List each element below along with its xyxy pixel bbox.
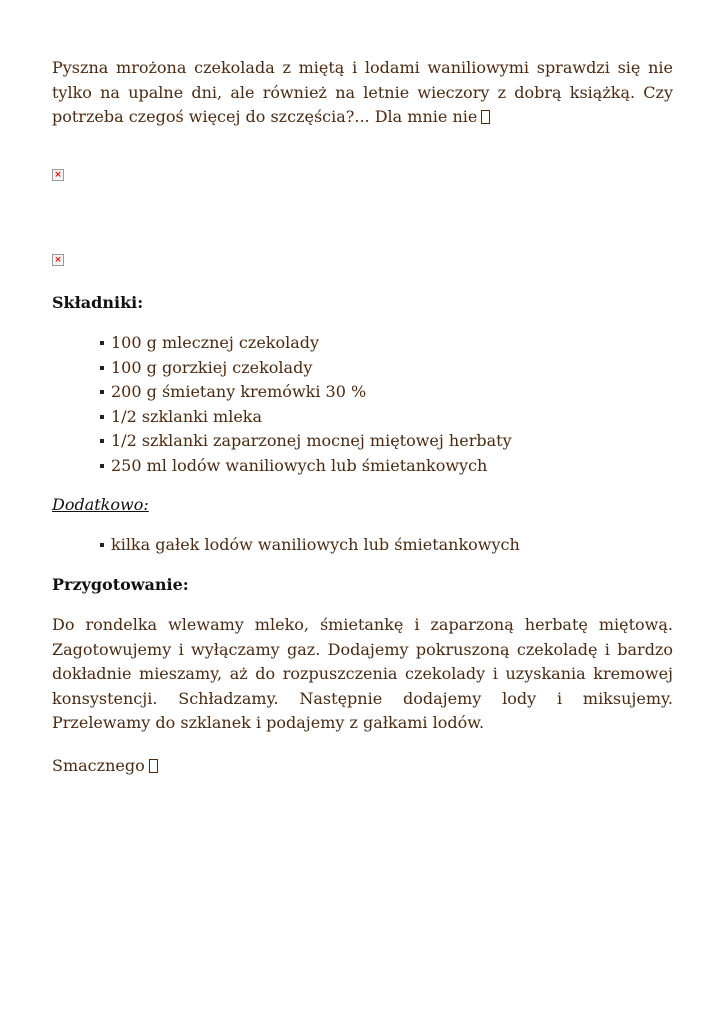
bullet-icon [100, 415, 104, 419]
bullet-icon [100, 543, 104, 547]
list-item-text: 1/2 szklanki zaparzonej mocnej miętowej herbaty [111, 431, 512, 451]
list-item [99, 380, 512, 405]
bullet-icon [100, 390, 104, 394]
extras-heading: Dodatkowo: [52, 495, 149, 514]
bullet-icon [100, 341, 104, 345]
broken-image-icon[interactable]: × [52, 254, 64, 266]
list-item [99, 356, 512, 381]
list-item-text: kilka gałek lodów waniliowych lub śmietankowych [111, 535, 520, 554]
bullet-icon [100, 464, 104, 468]
list-item-text: 100 g mlecznej czekolady [111, 333, 320, 352]
missing-emoji-icon [149, 759, 158, 773]
bullet-icon [100, 439, 104, 443]
closing-paragraph [52, 754, 673, 779]
list-item [99, 533, 520, 558]
extras-list [99, 533, 520, 558]
list-item-text: 250 ml lodów waniliowych lub śmietankowych [111, 455, 488, 475]
ingredients-heading: Składniki: [52, 293, 144, 312]
list-item [99, 405, 512, 430]
list-item [99, 331, 512, 356]
intro-text: Pyszna mrożona czekolada z miętą i lodami waniliowymi sprawdzi się nie tylko na upalne dni, ale również na letnie wieczory z dobrą książką. Czy potrzeba czegoś więcej do szczęścia?... Dla mnie nie [52, 58, 673, 127]
ingredients-list [99, 331, 512, 479]
preparation-heading: Przygotowanie: [52, 575, 189, 594]
list-item [99, 454, 512, 479]
bullet-icon [100, 366, 104, 370]
list-item-text: 100 g gorzkiej czekolady [111, 357, 313, 377]
intro-paragraph [52, 56, 673, 130]
missing-emoji-icon [481, 110, 490, 124]
list-item-text: 1/2 szklanki mleka [111, 406, 263, 426]
list-item [99, 429, 512, 454]
closing-text: Smacznego [52, 756, 145, 775]
preparation-paragraph: Do rondelka wlewamy mleko, śmietankę i zaparzoną herbatę miętową. Zagotowujemy i wyłączamy gaz. Dodajemy pokruszoną czekoladę i bardzo dokładnie mieszamy, aż do rozpuszczenia czekolady i uzyskania kremowej konsystencji. Schładzamy. Następnie dodajemy lody i miksujemy. Przelewamy do szklanek i podajemy z gałkami lodów. [52, 615, 673, 733]
list-item-text: 200 g śmietany kremówki 30 % [111, 382, 367, 402]
broken-image-icon[interactable]: × [52, 169, 64, 181]
